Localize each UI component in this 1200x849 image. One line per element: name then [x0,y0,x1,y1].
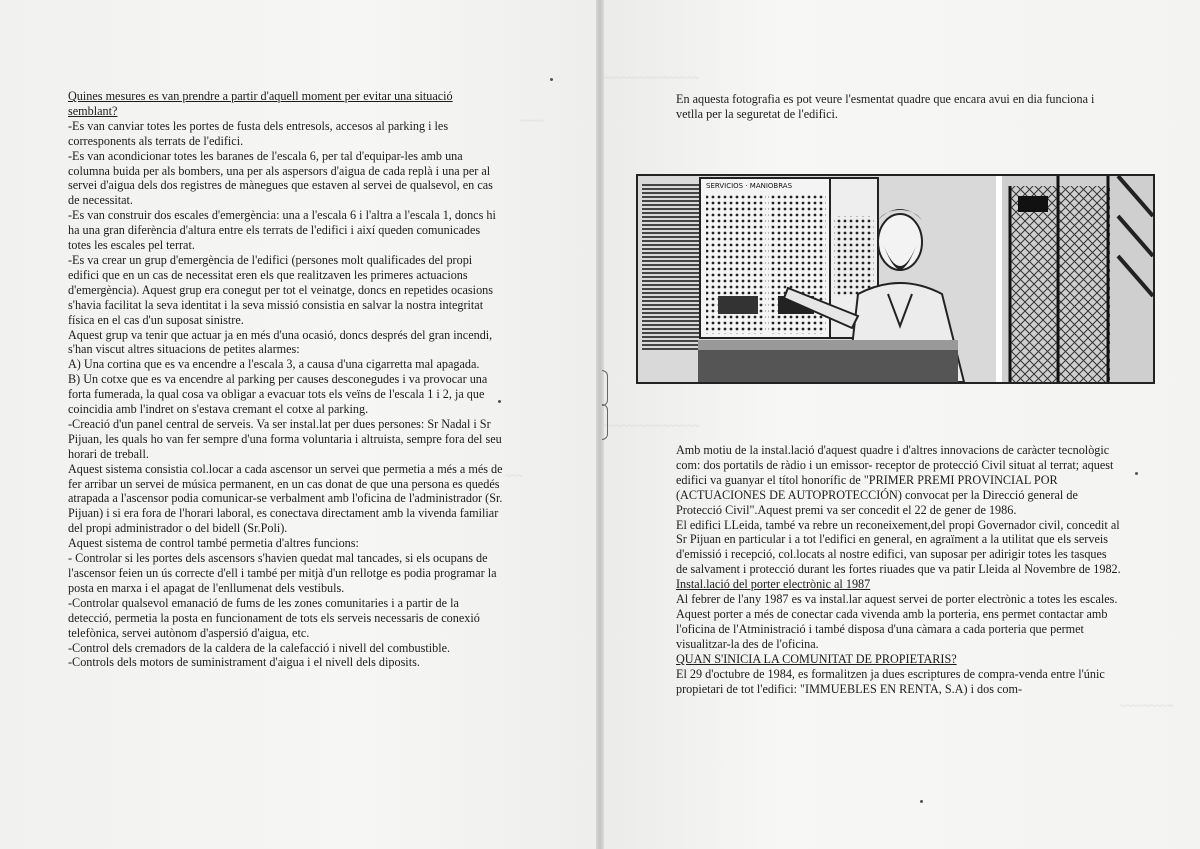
paragraph: -Es van acondicionar totes les baranes de l'escala 6, per tal d'equipar-les amb una columna buida per als bombers, una per als aspersors d'aigua de cada replà i una per al servei d'aigua dels dos registres de mànegues que estaven al servei de qualsevol, en cas de necessitat. [68,148,493,208]
porter-heading: Instal.lació del porter electrònic al 1987 [676,577,871,592]
paragraph: Aquest sistema de control també permetia d'altres funcions: [68,536,359,551]
right-page: ~~~~~~~~~~~~~~~~ ~~~~~~~~~~~~~~~~ ~~~~~~~~~ [600,0,1200,849]
paragraph: A) Una cortina que es va encendre a l'escala 3, a causa d'una cigarretta mal apagada. [68,357,480,372]
photo-drawing [638,176,1153,382]
paragraph: -Es va crear un grup d'emergència de l'edifici (persones molt qualificades del propi edifici que en un cas de necessitat eren els que realitzaven les primeres actuacions d'emergència). Aquest grup era conegut per tot el veinatge, doncs en repetides ocasions s'havia facilitat la seva identitat i la seva missió consistia en salvar la nostra integritat física en el cas d'un suposat sinistre. [68,252,493,327]
paragraph: -Controlar qualsevol emanació de fums de les zones comunitaries i a partir de la detecció, permetia la posta en funcionament de tots els serveis necessaris de conexió telefònica, servei autònom d'aspersió d'aigua, etc. [68,595,480,640]
left-text-column [68,89,503,670]
staple [602,404,608,440]
paragraph: -Controls dels motors de suministrament d'aigua i el nivell dels diposits. [68,655,420,670]
paragraph: Aquest porter a més de conectar cada vivenda amb la porteria, ens permet contactar amb l'oficina de l'Atministració i també disposa d'una càmara a cada porteria que permet visualitzar-la des de l'oficina. [676,606,1108,651]
award-block [676,443,1121,696]
paragraph: Amb motiu de la instal.lació d'aquest quadre i d'altres innovacions de caràcter tecnològic com: dos portatils de ràdio i un emissor- receptor de protecció Civil situat al terrat; aquest edifici va guanyar el títol honorífic de "PRIMER PREMI PROVINCIAL POR (ACTUACIONES DE AUTOPROTECCIÓN) convocat per la Direcció general de Protecció Civil".Aquest premi va ser concedit el 22 de gener de 1986. [676,443,1114,517]
photo-caption-block [676,92,1121,122]
staple [602,370,608,406]
paragraph: Aquest grup va tenir que actuar ja en més d'una ocasió, doncs després del gran incendi, s'han viscut altres situacions de petites alarmes: [68,327,493,357]
paragraph: -Control dels cremadors de la caldera de la calefacció i nivell del combustible. [68,640,451,655]
control-panel-photo [636,174,1155,384]
paragraph: Al febrer de l'any 1987 es va instal.lar aquest servei de porter electrònic a totes les escales. [676,592,1118,607]
paragraph: El edifici LLeida, també va rebre un reconeixement,del propi Governador civil, concedit al Sr Pijuan en particular i a tot l'edifici en general, en agraïment a la utilitat que els serveis d'emissió i recepció, col.locats al nostre edifici, van suposar per adirigir totes les tasques de salvament i protecció durant les fortes riuades que va patir Lleida al Novembre de 1982. [676,517,1121,577]
photo-caption: En aquesta fotografia es pot veure l'esmentat quadre que encara avui en dia funciona i vetlla per la seguretat de l'edifici. [676,92,1095,121]
paragraph: -Es van construir dos escales d'emergència: una a l'escala 6 i l'altra a l'escala 1, doncs hi ha una gran diferència d'altura entre els terrats de l'edifici i així queden comunicades totes les escales pel terrat. [68,208,496,253]
community-heading: QUAN S'INICIA LA COMUNITAT DE PROPIETARIS? [676,651,957,666]
paragraph: B) Un cotxe que es va encendre al parking per causes desconegudes i va provocar una forta fumerada, la qual cosa va obligar a evacuar tots els veïns de l'escala 1 i 2, ja que coincidia amb l'indret on s'estava cremant el cotxe al parking. [68,372,488,417]
paragraph: El 29 d'octubre de 1984, es formalitzen ja dues escriptures de compra-venda entre l'únic propietari de tot l'edifici: "IMMUEBLES EN RENTA, S.A) i dos com- [676,666,1105,696]
left-page: ~~~~ ~~~ Quines mesures es van prendre a partir d'aquell moment per evitar una situació semblant? -Es van canviar totes les portes de fusta dels entresols, accesos al parking i les corresponents als terrats de l'edifici. -Es van acondicionar totes les baranes de l'escala 6, per tal d'equipar-les amb una columna buida per als bombers, una per als aspersors d'aigua de cada replà i una per al servei d'aigua dels dos registres de mànegues que estaven al servei de qualsevol, en cas de necessitat. -Es van construir dos escales d'emergència: una a l'escala 6 i l'altra a l'escala 1, doncs hi ha una gran diferència d'altura entre els terrats de l'edifici i així queden comunicades totes les escales pel terrat. -Es va crear un grup d'emergència de l'edifici (persones molt qualificades del propi edifici que en un cas de necessitat eren els que realitzaven les primeres actuacions d'emergència). Aquest grup era conegut per tot el veinatge, doncs en repetides ocasions s'havia facilitat la seva identitat i la seva missió consistia en salvar la nostra integritat física en el cas d'un suposat sinistre. Aquest grup va tenir que actuar ja en més d'una ocasió, doncs després del gran incendi, s'han viscut altres situacions de petites alarmes: A) Una cortina que es va encendre a l'escala 3, a causa d'una cigarretta mal apagada. B) Un cotxe que es va encendre al parking per causes desconegudes i va provocar una forta fumerada, la qual cosa va obligar a evacuar tots els veïns de l'escala 1 i 2, ja que coincidia amb l'indret on s'estava cremant el cotxe al parking. -Creació d'un panel central de serveis. Va ser instal.lat per dues persones: Sr Nadal i Sr Pijuan, les quals ho van fer sempre d'una forma voluntaria i altruista, sempre fora del seu horari de treball. Aquest sistema consistia col.locar a cada ascensor un servei que permetia a més a més de fer arribar un servei de música permanent, en un cas donat de que una persona es quedés atrapada a l'ascensor podia comunicar-se verbalment amb l'oficina de l'administrador (Sr. Pijuan) i si era fora de l'horari laboral, es conectava directament amb la vivenda familiar del propi administrador o del bidell (Sr.Poli). Aquest sistema de control també permetia d'altres funcions: - Controlar si les portes dels ascensors s'havien quedat mal tancades, si els ocupans de l'ascensor feien un ús correcte d'ell i també per mitjà d'un rellotge es podia programar la posta en marxa i el apagat de l'enllumenat dels vestibuls. -Controlar qualsevol emanació de fums de les zones comunitaries i a partir de la detecció, permetia la posta en funcionament de tots els serveis necessaris de conexió telefònica, servei autònom d'aspersió d'aigua, etc. -Control dels cremadors de la caldera de la calefacció i nivell del combustible. -Controls dels motors de suministrament d'aigua i el nivell dels diposits. [0,0,600,849]
paragraph: - Controlar si les portes dels ascensors s'havien quedat mal tancades, si els ocupans de l'ascensor feien un ús correcte d'ell i també per mitjà d'un rellotge es podia programar la posta en marxa i el apagat de l'enllumenat dels vestibuls. [68,551,497,595]
paragraph: -Es van canviar totes les portes de fusta dels entresols, accesos al parking i les corresponents als terrats de l'edifici. [68,118,449,148]
paragraph: Aquest sistema consistia col.locar a cada ascensor un servei que permetia a més a més de fer arribar un servei de música permanent, en un cas donat de que una persona es quedés atrapada a l'ascensor podia comunicar-se verbalment amb l'oficina de l'administrador (Sr. Pijuan) i si era fora de l'horari laboral, es conectava directament amb la vivenda familiar del propi administrador o del bidell (Sr.Poli). [68,461,503,536]
section-title: Quines mesures es van prendre a partir d'aquell moment per evitar una situació semblant? [68,89,453,118]
panel-lettering: SERVICIOS · MANIOBRAS [706,182,793,190]
paragraph: -Creació d'un panel central de serveis. Va ser instal.lat per dues persones: Sr Nadal i Sr Pijuan, les quals ho van fer sempre d'una forma voluntaria i altruista, sempre fora del seu horari de treball. [68,416,502,461]
